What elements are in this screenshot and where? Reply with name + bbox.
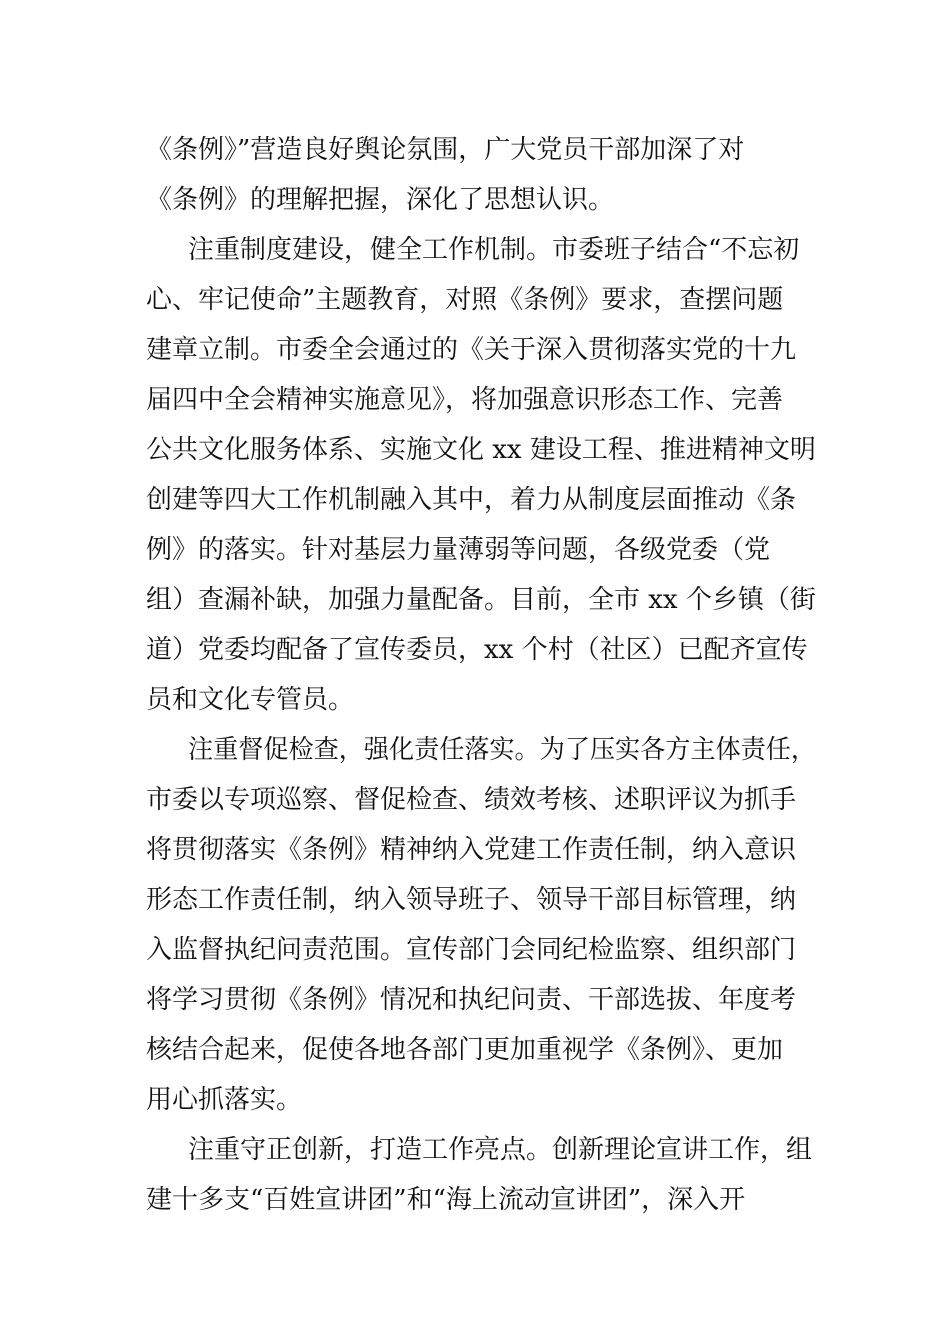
text-line: 道）党委均配备了宣传委员，xx 个村（社区）已配齐宣传: [146, 635, 808, 665]
document-body: [146, 125, 816, 1225]
text-line: 将贯彻落实《条例》精神纳入党建工作责任制，纳入意识: [146, 835, 797, 865]
text-line: 核结合起来，促使各地各部门更加重视学《条例》、更加: [146, 1035, 784, 1065]
paragraph-start-line: 注重制度建设，健全工作机制。市委班子结合“不忘初: [188, 235, 800, 265]
paragraph-start-line: 注重守正创新，打造工作亮点。创新理论宣讲工作，组: [188, 1135, 813, 1165]
text-line: 员和文化专管员。: [146, 685, 355, 715]
text-line: 形态工作责任制，纳入领导班子、领导干部目标管理，纳: [146, 885, 797, 915]
text-line: 组）查漏补缺，加强力量配备。目前，全市 xx 个乡镇（街: [146, 585, 816, 615]
paragraph-start-line: 注重督促检查，强化责任落实。为了压实各方主体责任，: [188, 735, 816, 765]
text-line: 创建等四大工作机制融入其中，着力从制度层面推动《条: [146, 485, 797, 515]
text-line: 心、牢记使命”主题教育，对照《条例》要求，查摆问题: [146, 285, 784, 315]
text-line: 《条例》”营造良好舆论氛围，广大党员干部加深了对: [146, 135, 745, 165]
text-line: 例》的落实。针对基层力量薄弱等问题，各级党委（党: [146, 535, 771, 565]
text-line: 市委以专项巡察、督促检查、绩效考核、述职评议为抓手: [146, 785, 797, 815]
text-line: 《条例》的理解把握，深化了思想认识。: [146, 185, 615, 215]
text-line: 公共文化服务体系、实施文化 xx 建设工程、推进精神文明: [146, 435, 816, 465]
text-line: 入监督执纪问责范围。宣传部门会同纪检监察、组织部门: [146, 935, 797, 965]
text-line: 用心抓落实。: [146, 1085, 303, 1115]
text-line: 建章立制。市委全会通过的《关于深入贯彻落实党的十九: [146, 335, 797, 365]
text-line: 建十多支“百姓宣讲团”和“海上流动宣讲团”，深入开: [146, 1185, 746, 1215]
text-line: 届四中全会精神实施意见》，将加强意识形态工作、完善: [146, 385, 784, 415]
text-line: 将学习贯彻《条例》情况和执纪问责、干部选拔、年度考: [146, 985, 797, 1015]
